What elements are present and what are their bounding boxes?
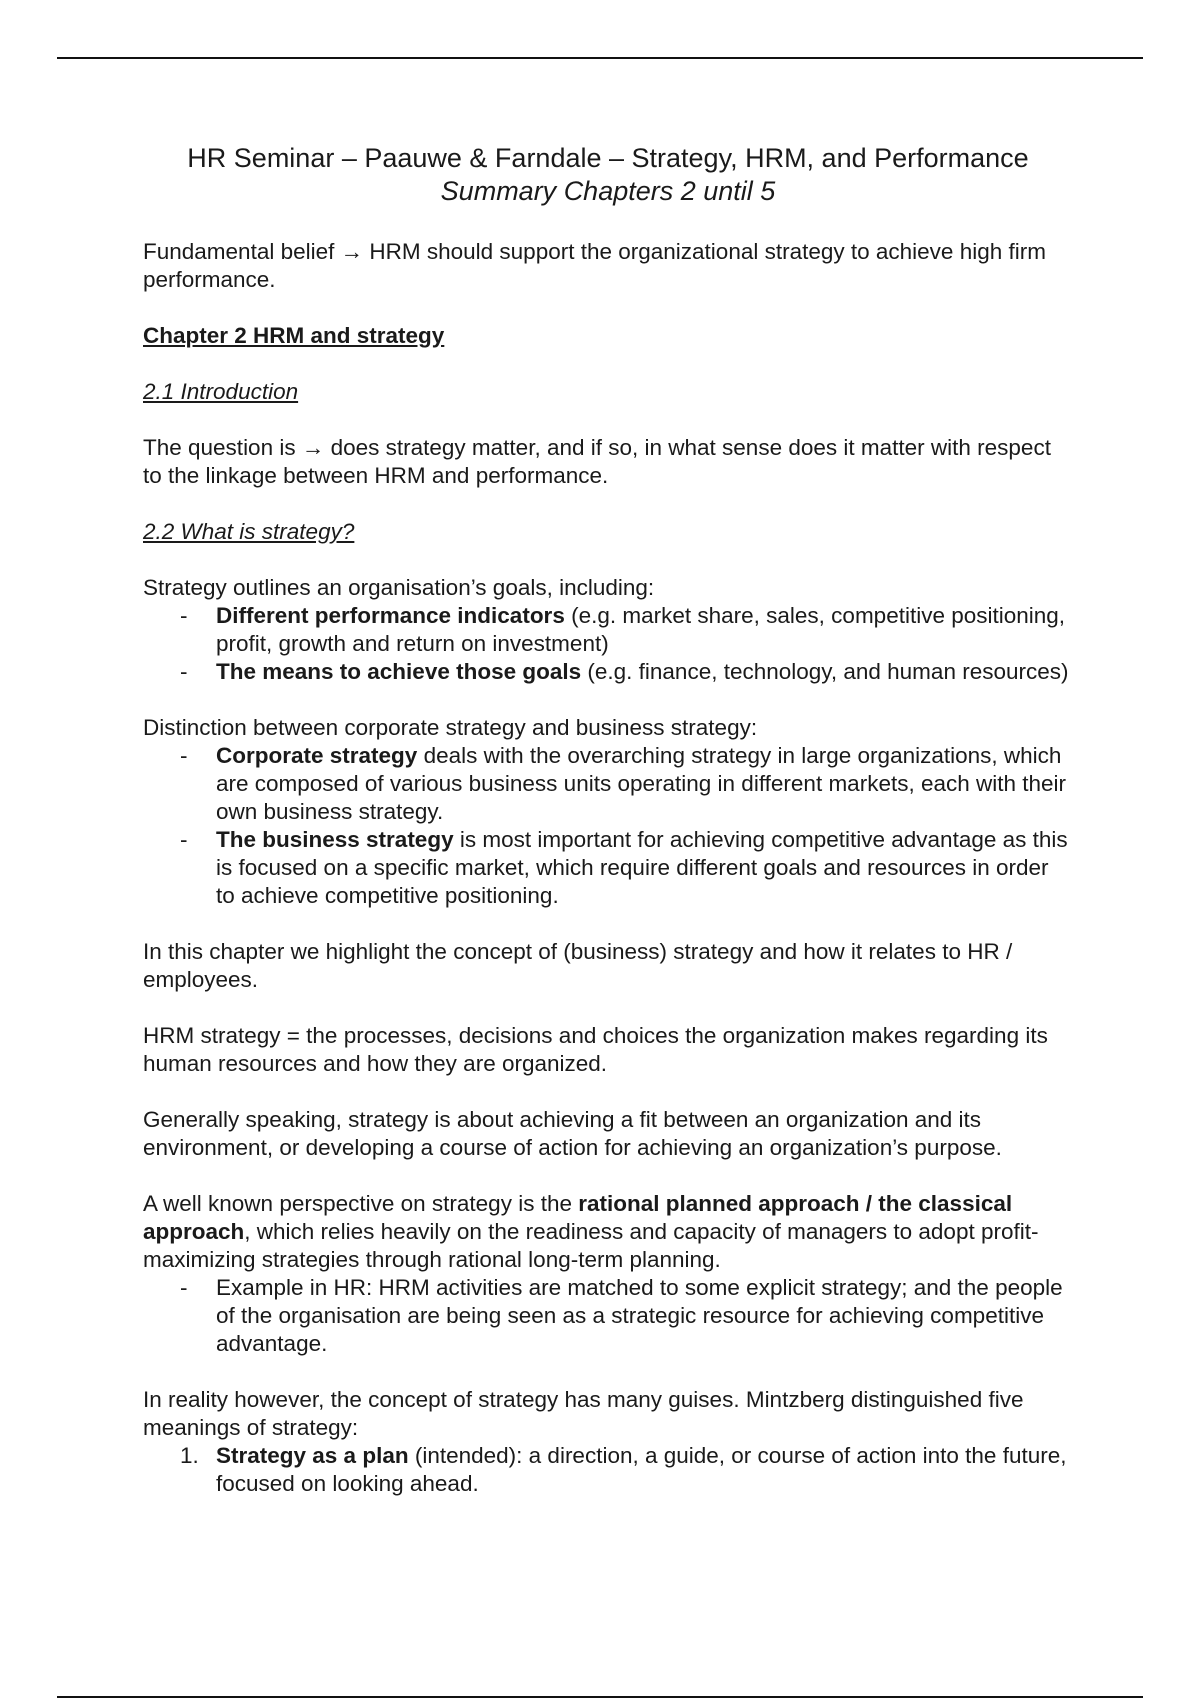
list-item-text: is most important for achieving competitive advantage as this is focused on a specific market, which require different goals and resources in order to achieve competitive positioning. <box>216 827 1068 908</box>
intro-paragraph: Fundamental belief → HRM should support the organizational strategy to achieve high firm performance. <box>143 239 1046 292</box>
list-item <box>143 826 1073 910</box>
title-block <box>133 142 1083 207</box>
list-item <box>143 658 1073 686</box>
dash-marker: - <box>180 603 188 628</box>
document-body <box>143 142 1073 1498</box>
section-2-1-heading: 2.1 Introduction <box>143 379 299 404</box>
list-item-text: Example in HR: HRM activities are matched to some explicit strategy; and the people of the organisation are being seen as a strategic resource for achieving competitive advantage. <box>216 1275 1063 1356</box>
rational-post: , which relies heavily on the readiness and capacity of managers to adopt profit-maximizing strategies through rational long-term planning. <box>143 1219 1039 1272</box>
question-paragraph: The question is → does strategy matter, and if so, in what sense does it matter with respect to the linkage between HRM and performance. <box>143 435 1051 488</box>
number-marker: 1. <box>180 1443 199 1468</box>
list-item-text: (intended): a direction, a guide, or course of action into the future, focused on looking ahead. <box>216 1443 1067 1496</box>
rational-approach-paragraph <box>143 1190 1073 1274</box>
rational-example-list <box>143 1274 1073 1358</box>
goals-intro: Strategy outlines an organisation’s goals, including: <box>143 575 655 600</box>
list-item <box>143 742 1073 826</box>
top-rule <box>57 57 1143 59</box>
distinction-intro: Distinction between corporate strategy and business strategy: <box>143 715 758 740</box>
chapter-2-heading: Chapter 2 HRM and strategy <box>143 323 445 348</box>
list-item-bold: Strategy as a plan <box>216 1443 409 1468</box>
dash-marker: - <box>180 1275 188 1300</box>
list-item-text: (e.g. market share, sales, competitive positioning, profit, growth and return on investment) <box>216 603 1066 656</box>
rational-pre: A well known perspective on strategy is the <box>143 1191 579 1216</box>
list-item-bold: The business strategy <box>216 827 454 852</box>
dash-marker: - <box>180 827 188 852</box>
list-item-bold: The means to achieve those goals <box>216 659 582 684</box>
list-item <box>143 602 1073 658</box>
meanings-list <box>143 1442 1073 1498</box>
page-title: HR Seminar – Paauwe & Farndale – Strategy, HRM, and Performance <box>187 143 1029 173</box>
distinction-list <box>143 742 1073 910</box>
dash-marker: - <box>180 659 188 684</box>
list-item-bold: Different performance indicators <box>216 603 565 628</box>
list-item-text: (e.g. finance, technology, and human resources) <box>581 659 1069 684</box>
rational-bold: rational planned approach / the classical approach <box>143 1191 1013 1244</box>
hrm-strategy-paragraph: HRM strategy = the processes, decisions and choices the organization makes regarding its human resources and how they are organized. <box>143 1023 1048 1076</box>
page-subtitle: Summary Chapters 2 until 5 <box>440 176 776 206</box>
list-item <box>143 1274 1073 1358</box>
list-item-text: deals with the overarching strategy in large organizations, which are composed of various business units operating in different markets, each with their own business strategy. <box>216 743 1067 824</box>
mintzberg-paragraph: In reality however, the concept of strategy has many guises. Mintzberg distinguished five meanings of strategy: <box>143 1387 1024 1440</box>
dash-marker: - <box>180 743 188 768</box>
general-paragraph: Generally speaking, strategy is about achieving a fit between an organization and its environment, or developing a course of action for achieving an organization’s purpose. <box>143 1107 1002 1160</box>
goals-list <box>143 602 1073 686</box>
list-item-bold: Corporate strategy <box>216 743 418 768</box>
section-2-2-heading: 2.2 What is strategy? <box>143 519 355 544</box>
bottom-rule <box>57 1696 1143 1698</box>
list-item <box>143 1442 1073 1498</box>
highlight-paragraph: In this chapter we highlight the concept of (business) strategy and how it relates to HR / employees. <box>143 939 1013 992</box>
